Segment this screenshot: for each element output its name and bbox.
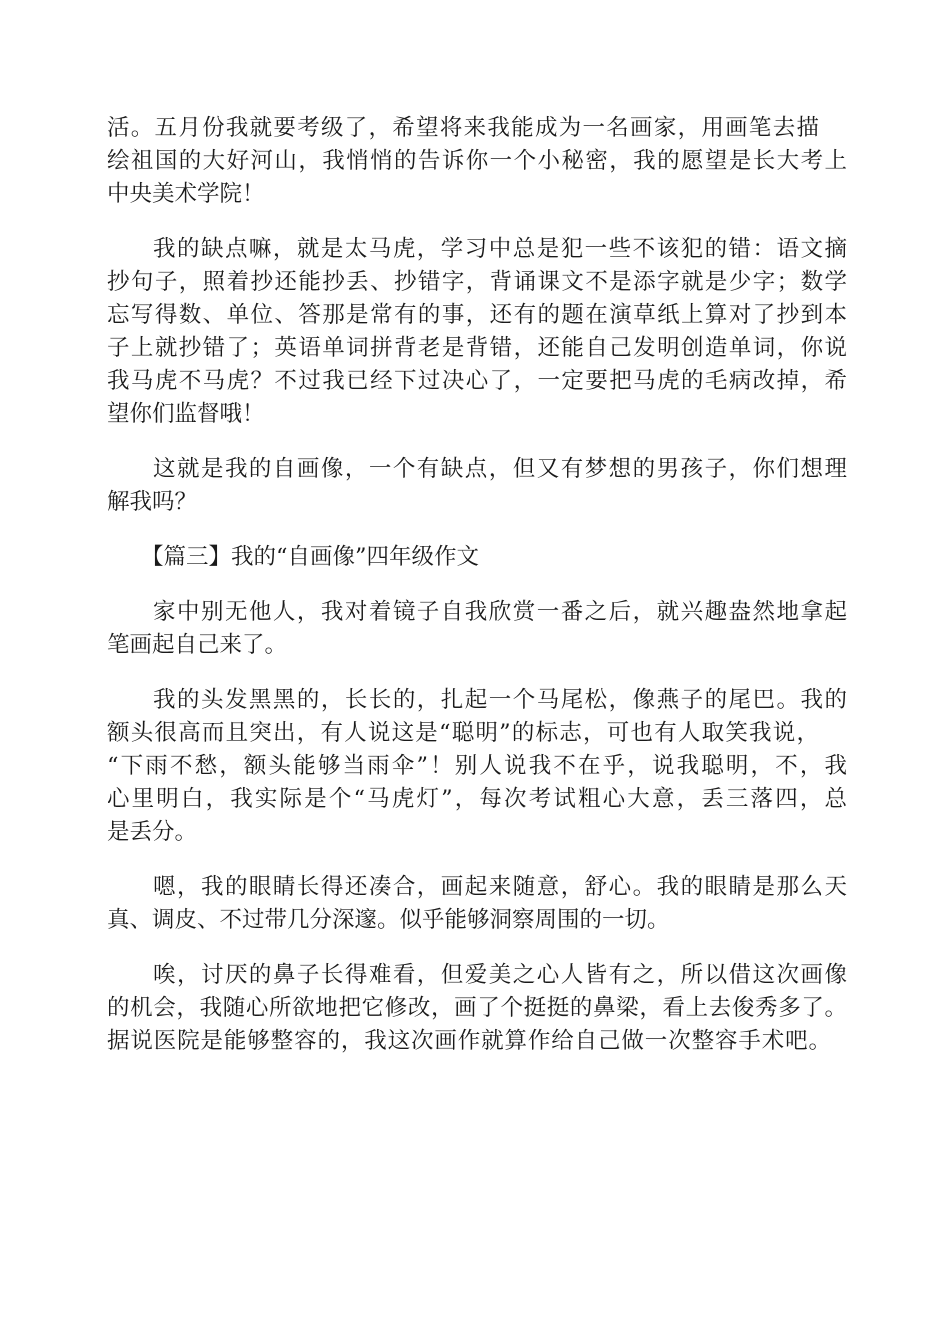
paragraph-shortcomings — [107, 233, 847, 431]
text-line: 抄句子，照着抄还能抄丢、抄错字，背诵课文不是添字就是少字；数学 — [107, 269, 847, 295]
text-line: 绘祖国的大好河山，我悄悄的告诉你一个小秘密，我的愿望是长大考上 — [107, 148, 847, 174]
paragraph-eyes — [107, 871, 847, 937]
text-line: 子上就抄错了；英语单词拼背老是背错，还能自己发明创造单词，你说 — [107, 335, 847, 361]
text-line: 笔画起自己来了。 — [107, 632, 288, 658]
paragraph-intro — [107, 596, 847, 662]
text-line: 家中别无他人，我对着镜子自我欣赏一番之后，就兴趣盎然地拿起 — [153, 599, 847, 625]
section-heading — [107, 541, 847, 574]
text-line: 忘写得数、单位、答那是常有的事，还有的题在演草纸上算对了抄到本 — [107, 302, 847, 328]
text-line: 解我吗？ — [107, 489, 198, 515]
text-line: 这就是我的自画像，一个有缺点，但又有梦想的男孩子，你们想理 — [153, 456, 847, 482]
text-line: 心里明白，我实际是个“马虎灯”，每次考试粗心大意，丢三落四，总 — [107, 786, 847, 812]
text-line: 嗯，我的眼睛长得还凑合，画起来随意，舒心。我的眼睛是那么天 — [153, 874, 847, 900]
paragraph-hair-forehead — [107, 684, 847, 849]
text-line: 唉，讨厌的鼻子长得难看，但爱美之心人皆有之，所以借这次画像 — [153, 962, 847, 988]
text-line: 我的头发黑黑的，长长的，扎起一个马尾松，像燕子的尾巴。我的 — [153, 687, 847, 713]
document-body — [107, 112, 847, 1058]
text-line: 额头很高而且突出，有人说这是“聪明”的标志，可也有人取笑我说， — [107, 720, 819, 746]
paragraph-continuation — [107, 112, 847, 211]
text-line: 真、调皮、不过带几分深邃。似乎能够洞察周围的一切。 — [107, 907, 670, 933]
section-title: 【篇三】我的“自画像”四年级作文 — [141, 544, 480, 570]
text-line: 我马虎不马虎？不过我已经下过决心了，一定要把马虎的毛病改掉，希 — [107, 368, 847, 394]
paragraph-nose — [107, 959, 847, 1058]
text-line: 中央美术学院！ — [107, 181, 265, 207]
text-line: 望你们监督哦！ — [107, 401, 265, 427]
paragraph-conclusion — [107, 453, 847, 519]
text-line: 是丢分。 — [107, 819, 198, 845]
text-line: 我的缺点嘛，就是太马虎，学习中总是犯一些不该犯的错：语文摘 — [153, 236, 847, 262]
text-line: 的机会，我随心所欲地把它修改，画了个挺挺的鼻梁，看上去俊秀多了。 — [107, 995, 847, 1021]
text-line: “下雨不愁，额头能够当雨伞”！别人说我不在乎，说我聪明，不，我 — [107, 753, 847, 779]
text-line: 活。五月份我就要考级了，希望将来我能成为一名画家，用画笔去描 — [107, 115, 819, 141]
text-line: 据说医院是能够整容的，我这次画作就算作给自己做一次整容手术吧。 — [107, 1028, 831, 1054]
